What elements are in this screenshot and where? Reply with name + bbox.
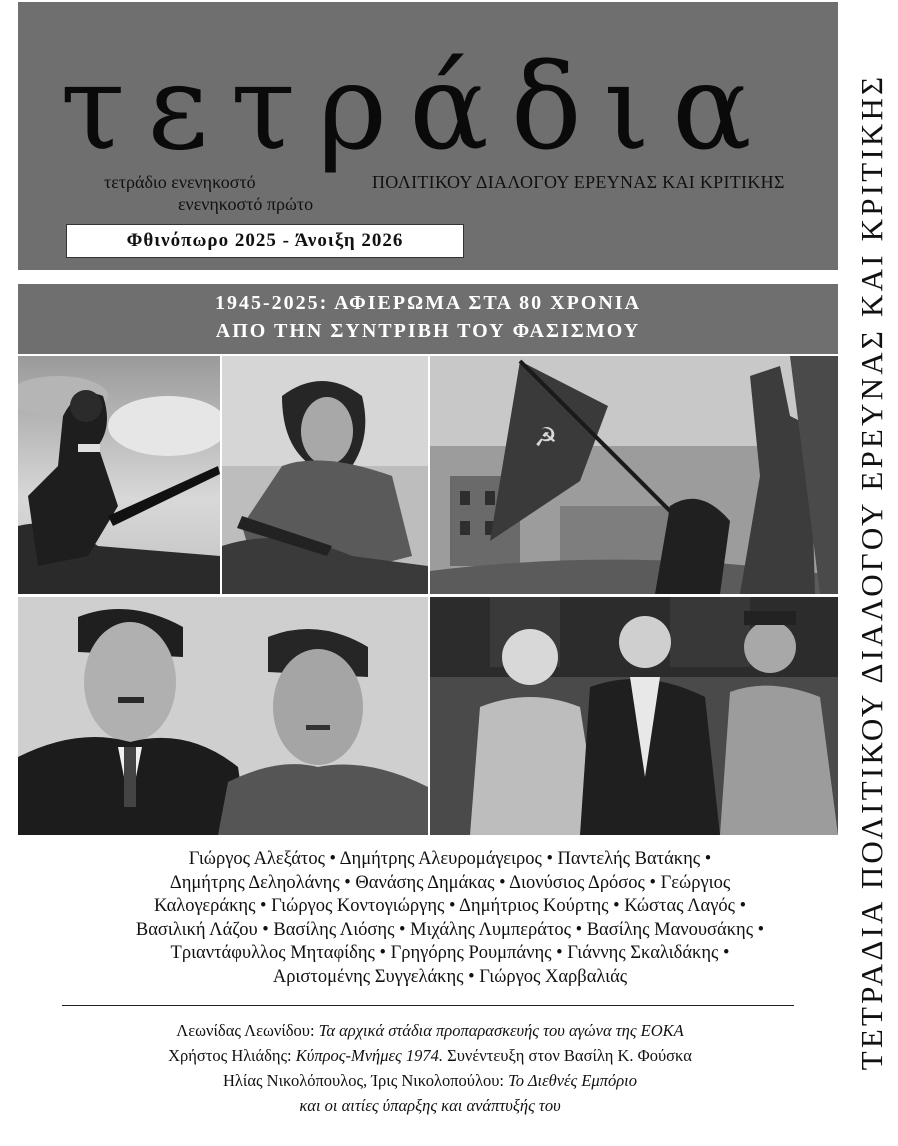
- article-extra: Συνέντευξη στον Βασίλη Κ. Φούσκα: [447, 1046, 692, 1065]
- svg-text:☭: ☭: [534, 423, 558, 453]
- authors-list: [70, 848, 830, 989]
- photo-two-men: [18, 597, 428, 835]
- issue-line-1: τετράδιο ενενηκοστό: [104, 172, 256, 192]
- article-title: Κύπρος-Μνήμες 1974.: [295, 1046, 443, 1065]
- photo-woman-partisan: [222, 356, 428, 594]
- authors-line: Τριαντάφυλλος Μηταφίδης • Γρηγόρης Ρουμπάνης • Γιάννης Σκαλιδάκης •: [170, 943, 730, 963]
- authors-line: Καλογεράκης • Γιώργος Κοντογιώργης • Δημήτριος Κούρτης • Κώστας Λαγός •: [153, 896, 747, 916]
- article-author: Χρήστος Ηλιάδης:: [168, 1046, 292, 1065]
- article-title: Το Διεθνές Εμπόριο: [508, 1071, 637, 1090]
- authors-line: Γιώργος Αλεξάτος • Δημήτρης Αλευρομάγειρος • Παντελής Βατάκης •: [188, 849, 712, 869]
- authors-line: Δημήτρης Δεληολάνης • Θανάσης Δημάκας • Διονύσιος Δρόσος • Γεώργιος: [169, 872, 731, 893]
- article-title: και οι αιτίες ύπαρξης και ανάπτυξής του: [299, 1096, 561, 1115]
- magazine-subtitle: ΠΟΛΙΤΙΚΟΥ ΔΙΑΛΟΓΟΥ ΕΡΕΥΝΑΣ ΚΑΙ ΚΡΙΤΙΚΗΣ: [372, 172, 785, 192]
- article-author: Λεωνίδας Λεωνίδου:: [176, 1021, 315, 1040]
- spine: [852, 2, 892, 1142]
- photo-partisan-rifle: [18, 356, 220, 594]
- magazine-title: τετράδια: [60, 38, 774, 176]
- divider: [62, 1005, 794, 1006]
- theme-line-1: 1945-2025: ΑΦΙΕΡΩΜΑ ΣΤΑ 80 ΧΡΟΝΙΑ: [214, 292, 642, 314]
- articles-list: [40, 1018, 820, 1118]
- spine-text: ΤΕΤΡΑΔΙΑ ΠΟΛΙΤΙΚΟΥ ΔΙΑΛΟΓΟΥ ΕΡΕΥΝΑΣ ΚΑΙ ΚΡΙΤΙΚΗΣ: [854, 73, 889, 1071]
- theme-line-2: ΑΠΟ ΤΗΝ ΣΥΝΤΡΙΒΗ ΤΟΥ ΦΑΣΙΣΜΟΥ: [215, 320, 641, 342]
- photo-victory-flag: [430, 356, 838, 594]
- season-box: [66, 224, 464, 258]
- article-author: Ηλίας Νικολόπουλος, Ίρις Νικολοπούλου:: [223, 1071, 504, 1090]
- photo-yalta-leaders: [430, 597, 838, 835]
- season-label: Φθινόπωρο 2025 - Άνοιξη 2026: [126, 230, 404, 251]
- theme-banner: [18, 284, 838, 354]
- article-line: [40, 1093, 820, 1118]
- article-line: [40, 1068, 820, 1093]
- article-title: Τα αρχικά στάδια προπαρασκευής του αγώνα της ΕΟΚΑ: [318, 1021, 684, 1040]
- article-line: [40, 1018, 820, 1043]
- article-line: [40, 1043, 820, 1068]
- issue-line-2: ενενηκοστό πρώτο: [178, 194, 314, 214]
- authors-line: Αριστομένης Συγγελάκης • Γιώργος Χαρβαλιάς: [272, 966, 628, 987]
- authors-line: Βασιλική Λάζου • Βασίλης Λιόσης • Μιχάλης Λυμπεράτος • Βασίλης Μανουσάκης •: [135, 919, 765, 940]
